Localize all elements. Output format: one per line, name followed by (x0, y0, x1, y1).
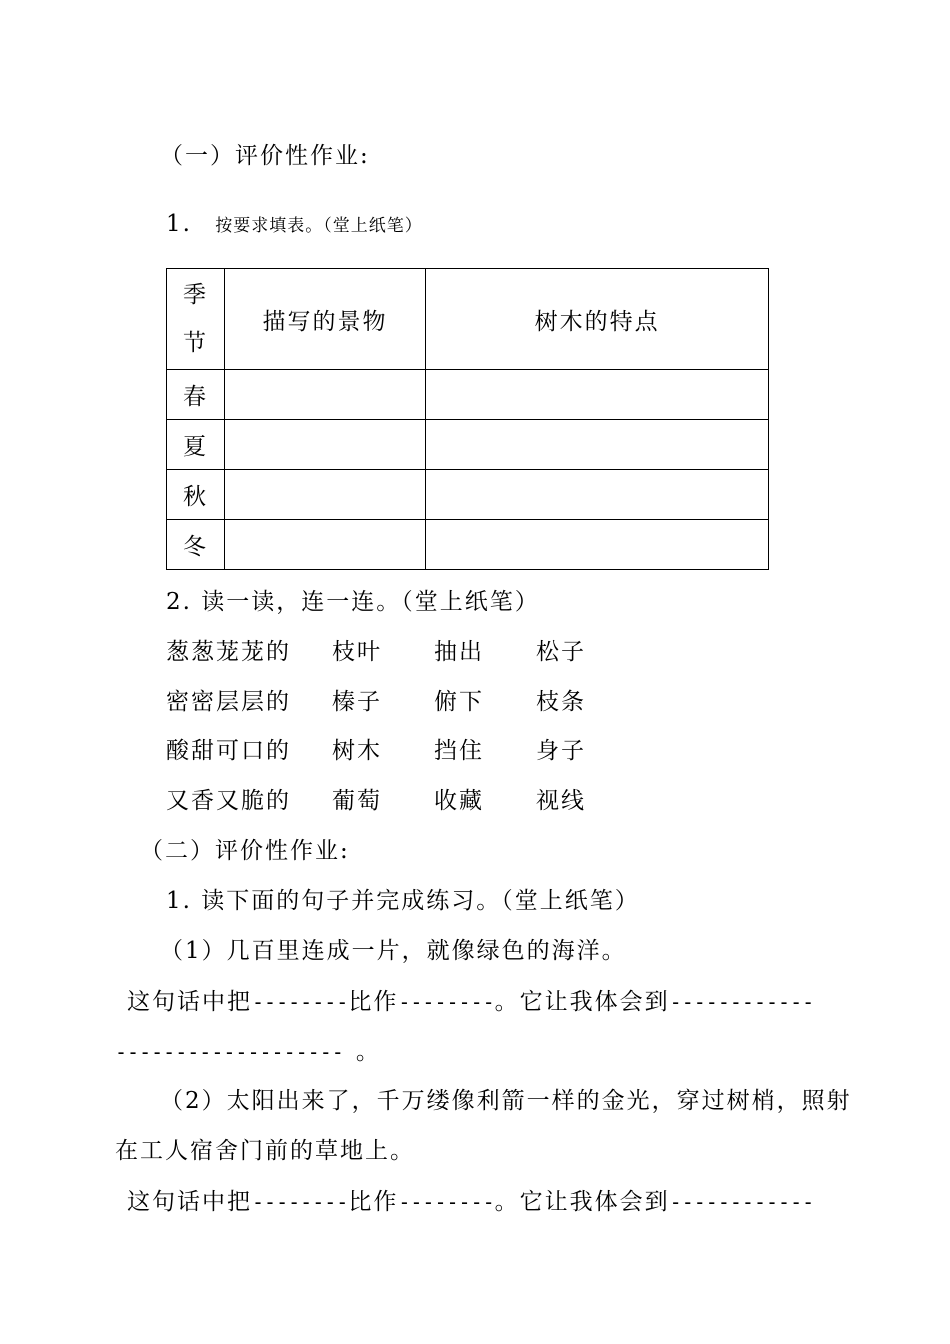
header-scene: 描写的景物 (224, 269, 425, 370)
blank[interactable]: ------------ (669, 990, 815, 1014)
match-adjective: 葱葱茏茏的 (166, 639, 291, 665)
match-verb: 抽出 (434, 639, 484, 665)
header-season-char: 季 (182, 282, 208, 308)
question-1 (166, 211, 423, 237)
answer-cell[interactable] (426, 470, 769, 520)
answer-cell[interactable] (224, 420, 425, 470)
season-cell: 秋 (167, 470, 225, 520)
answer-cell[interactable] (224, 520, 425, 570)
match-noun: 枝叶 (332, 639, 382, 665)
fill-line-1-cont (115, 1033, 381, 1066)
fill-text: 。它让我体会到 (494, 1189, 670, 1215)
section1-heading: （一）评价性作业: (160, 143, 370, 169)
answer-cell[interactable] (426, 520, 769, 570)
fill-text: 。它让我体会到 (494, 989, 670, 1015)
match-verb: 挡住 (434, 738, 484, 764)
season-cell: 夏 (167, 420, 225, 470)
answer-cell[interactable] (426, 420, 769, 470)
match-object: 视线 (536, 788, 586, 814)
fill-period: 。 (355, 1039, 381, 1065)
match-noun: 树木 (332, 738, 382, 764)
fill-text: 这句话中把 (127, 1189, 252, 1215)
match-object: 枝条 (536, 689, 586, 715)
blank[interactable]: -------- (398, 1190, 495, 1214)
table-row (167, 470, 769, 520)
header-season (167, 269, 225, 370)
match-adjective: 密密层层的 (166, 689, 291, 715)
table-row (167, 370, 769, 420)
blank[interactable]: -------- (252, 990, 349, 1014)
sentence-1: （1）几百里连成一片，就像绿色的海洋。 (160, 938, 627, 964)
match-noun: 榛子 (332, 689, 382, 715)
match-noun: 葡萄 (332, 788, 382, 814)
question-2: 2. 读一读，连一连。（堂上纸笔） (166, 589, 540, 615)
fill-text: 这句话中把 (127, 989, 252, 1015)
fill-text: 比作 (348, 1189, 399, 1215)
section2-question-1: 1. 读下面的句子并完成练习。（堂上纸笔） (166, 888, 640, 914)
sentence-2-line-2: 在工人宿舍门前的草地上。 (115, 1138, 415, 1164)
fill-text: 比作 (348, 989, 399, 1015)
match-adjective: 酸甜可口的 (166, 738, 291, 764)
table-row (167, 420, 769, 470)
fill-line-2 (127, 1183, 814, 1216)
header-season-char: 节 (182, 330, 208, 356)
blank[interactable]: ------------------- (115, 1040, 356, 1064)
season-cell: 春 (167, 370, 225, 420)
header-tree: 树木的特点 (426, 269, 769, 370)
match-verb: 俯下 (434, 689, 484, 715)
season-table (166, 268, 769, 570)
blank[interactable]: -------- (252, 1190, 349, 1214)
season-cell: 冬 (167, 520, 225, 570)
match-verb: 收藏 (434, 788, 484, 814)
blank[interactable]: -------- (398, 990, 495, 1014)
answer-cell[interactable] (224, 470, 425, 520)
match-adjective: 又香又脆的 (166, 788, 291, 814)
match-object: 松子 (536, 639, 586, 665)
answer-cell[interactable] (426, 370, 769, 420)
question-1-text: 按要求填表。（堂上纸笔） (215, 216, 423, 236)
answer-cell[interactable] (224, 370, 425, 420)
sentence-2-line-1: （2）太阳出来了，千万缕像利箭一样的金光，穿过树梢，照射 (160, 1088, 852, 1114)
section2-heading: （二）评价性作业: (140, 838, 350, 864)
table-header-row (167, 269, 769, 370)
table-row (167, 520, 769, 570)
blank[interactable]: ------------ (669, 1190, 815, 1214)
fill-line-1 (127, 983, 814, 1016)
match-object: 身子 (536, 738, 586, 764)
question-1-number: 1. (166, 211, 192, 237)
